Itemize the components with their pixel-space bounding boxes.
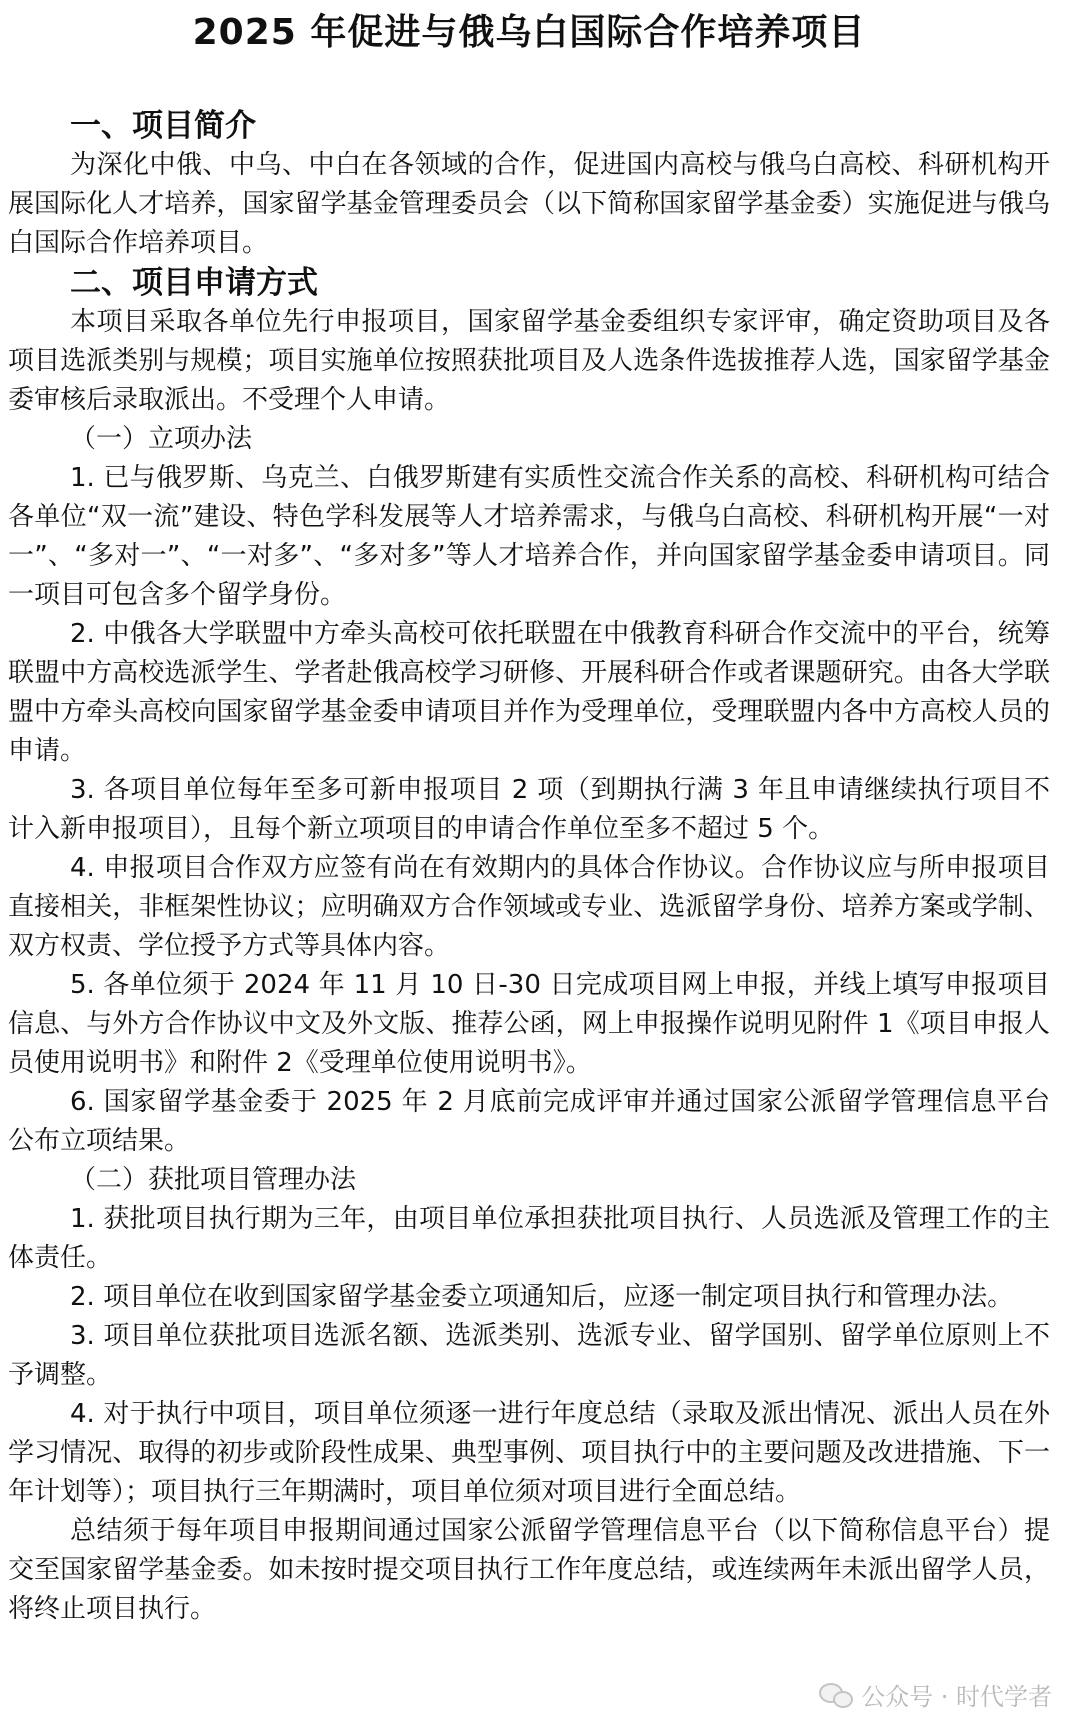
list-item: 5. 各单位须于 2024 年 11 月 10 日-30 日完成项目网上申报，并线上填写申报项目信息、与外方合作协议中文及外文版、推荐公函，网上申报操作说明见附件 1《项目申报人员使用说明书》和附件 2《受理单位使用说明书》。: [8, 970, 1050, 1078]
list-item: 2. 中俄各大学联盟中方牵头高校可依托联盟在中俄教育科研合作交流中的平台，统筹联盟中方高校选派学生、学者赴俄高校学习研修、开展科研合作或者课题研究。由各大学联盟中方牵头高校向国家留学基金委申请项目并作为受理单位，受理联盟内各中方高校人员的申请。: [8, 619, 1050, 766]
subsection-heading-management: （二）获批项目管理办法: [70, 1165, 357, 1195]
watermark: [819, 1674, 1052, 1714]
list-item: 1. 获批项目执行期为三年，由项目单位承担获批项目执行、人员选派及管理工作的主体责任。: [8, 1204, 1050, 1273]
paragraph: 为深化中俄、中乌、中白在各领域的合作，促进国内高校与俄乌白高校、科研机构开展国际化人才培养，国家留学基金管理委员会（以下简称国家留学基金委）实施促进与俄乌白国际合作培养项目。: [8, 150, 1050, 258]
list-item: 4. 对于执行中项目，项目单位须逐一进行年度总结（录取及派出情况、派出人员在外学习情况、取得的初步或阶段性成果、典型事例、项目执行中的主要问题及改进措施、下一年计划等）；项目执行三年期满时，项目单位须对项目进行全面总结。: [8, 1399, 1050, 1507]
section-heading-intro: 一、项目简介: [70, 108, 256, 144]
list-item: 3. 项目单位获批项目选派名额、选派类别、选派专业、留学国别、留学单位原则上不予调整。: [8, 1321, 1050, 1390]
list-item: 2. 项目单位在收到国家留学基金委立项通知后，应逐一制定项目执行和管理办法。: [70, 1282, 1014, 1312]
subsection-heading-establishment: （一）立项办法: [70, 424, 253, 454]
list-item: 3. 各项目单位每年至多可新申报项目 2 项（到期执行满 3 年且申请继续执行项目不计入新申报项目），且每个新立项项目的申请合作单位至多不超过 5 个。: [8, 775, 1050, 844]
document-title: 2025 年促进与俄乌白国际合作培养项目: [192, 12, 866, 53]
section-heading-application: 二、项目申请方式: [70, 265, 318, 301]
list-item: 4. 申报项目合作双方应签有尚在有效期内的具体合作协议。合作协议应与所申报项目直接相关，非框架性协议；应明确双方合作领域或专业、选派留学身份、培养方案或学制、双方权责、学位授予方式等具体内容。: [8, 853, 1050, 961]
paragraph: 总结须于每年项目申报期间通过国家公派留学管理信息平台（以下简称信息平台）提交至国家留学基金委。如未按时提交项目执行工作年度总结，或连续两年未派出留学人员，将终止项目执行。: [8, 1516, 1050, 1624]
wechat-icon: [819, 1681, 853, 1707]
paragraph: 本项目采取各单位先行申报项目，国家留学基金委组织专家评审，确定资助项目及各项目选派类别与规模；项目实施单位按照获批项目及人选条件选拔推荐人选，国家留学基金委审核后录取派出。不受理个人申请。: [8, 307, 1050, 415]
list-item: 6. 国家留学基金委于 2025 年 2 月底前完成评审并通过国家公派留学管理信息平台公布立项结果。: [8, 1087, 1050, 1156]
list-item: 1. 已与俄罗斯、乌克兰、白俄罗斯建有实质性交流合作关系的高校、科研机构可结合各单位“双一流”建设、特色学科发展等人才培养需求，与俄乌白高校、科研机构开展“一对一”、“多对一”、“一对多”、“多对多”等人才培养合作，并向国家留学基金委申请项目。同一项目可包含多个留学身份。: [8, 463, 1050, 610]
watermark-text: 公众号 · 时代学者: [861, 1682, 1052, 1711]
